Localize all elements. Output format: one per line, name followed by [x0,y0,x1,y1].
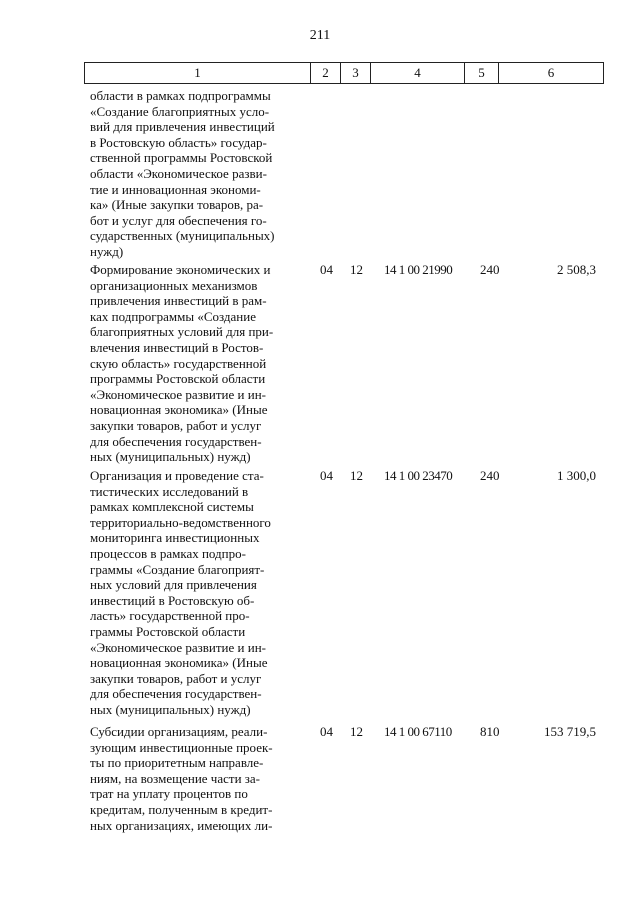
budget-table [84,62,604,833]
row-target-code: 14 1 00 21990 [384,262,453,277]
row-description: области в рамках подпрограммы «Создание благоприятных усло- вий для привлечения инвестиций в Ростовскую область» государ- ственной программы Ростовской области «Экономическое разви- тие и инновационная экономи- ка» (Иные закупки товаров, ра- бот и услуг для обеспечения го- сударственных (муниципальных) нужд) [90,88,275,259]
header-col-1: 1 [85,63,311,83]
row-description: Субсидии организациям, реали- зующим инвестиционные проек- ты по приоритетным направле- ниям, на возмещение части за- трат на уплату процентов по кредитам, полученным в кредит- ных организациях, имеющих ли- [90,724,273,833]
header-col-6: 6 [547,65,555,80]
row-section: 04 [320,262,333,277]
row-expense-type: 240 [480,262,500,277]
row-section: 04 [320,724,333,739]
row-expense-type: 240 [480,468,500,483]
row-description: Формирование экономических и организационных механизмов привлечения инвестиций в рам- ках подпрограммы «Создание благоприятных условий для при- влечения инвестиций в Ростов- скую область» государственной программы Ростовской области «Экономическое развитие и ин- новационная экономика» (Иные закупки товаров, работ и услуг для обеспечения государствен- ных (муниципальных) нужд) [90,262,274,465]
header-col-3: 3 [341,63,371,83]
row-subsection: 12 [350,468,363,483]
row-amount: 2 508,3 [557,262,596,277]
table-header-row [84,62,604,84]
row-description: Организация и проведение ста- тистических исследований в рамках комплексной системы территориально-ведомственного мониторинга инвестиционных процессов в рамках подпро- граммы «Создание благоприят- ных условий для привлечения инвестиций в Ростовскую об- ласть» государственной про- граммы Ростовской области «Экономическое развитие и ин- новационная экономика» (Иные закупки товаров, работ и услуг для обеспечения государствен- ных (муниципальных) нужд) [90,468,271,717]
row-subsection: 12 [350,262,363,277]
row-expense-type: 810 [480,724,500,739]
page-number: 211 [309,28,331,43]
row-section: 04 [320,468,333,483]
header-col-5: 5 [465,63,499,83]
header-col-2: 2 [311,63,341,83]
row-amount: 153 719,5 [544,724,596,739]
header-col-4: 4 [371,63,465,83]
row-target-code: 14 1 00 67110 [384,724,452,739]
row-subsection: 12 [350,724,363,739]
row-target-code: 14 1 00 23470 [384,468,453,483]
row-amount: 1 300,0 [557,468,596,483]
